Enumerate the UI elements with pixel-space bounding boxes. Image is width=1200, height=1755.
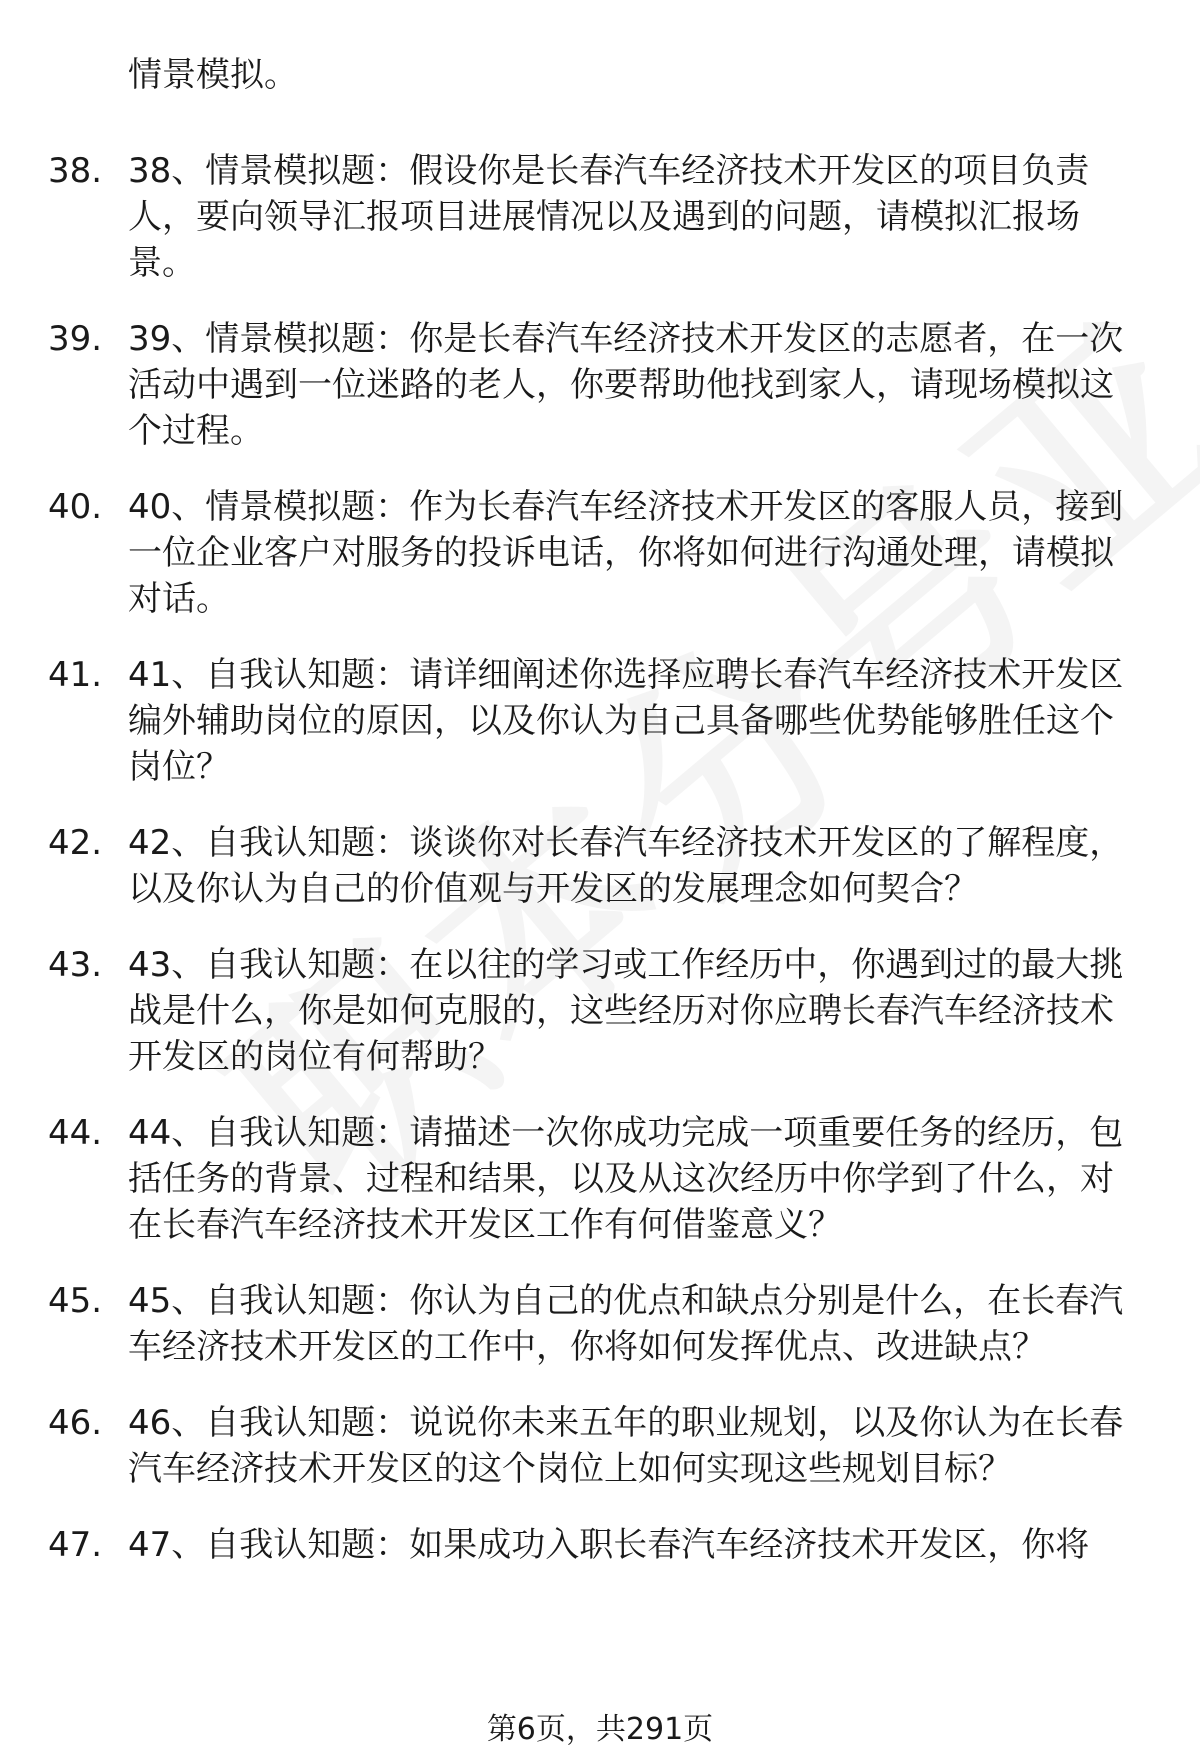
list-item-number: 40. [48, 487, 103, 527]
list-item-number: 42. [48, 823, 103, 863]
list-item-number: 38. [48, 151, 103, 191]
list-item-number: 41. [48, 655, 103, 695]
page-footer: 第6页，共291页 [486, 1712, 714, 1747]
list-item [48, 148, 1138, 286]
list-item [48, 1522, 1138, 1568]
list-item-text [128, 1278, 1138, 1370]
list-item-number: 44. [48, 1113, 103, 1153]
list-item-number: 45. [48, 1281, 103, 1321]
list-item [48, 1400, 1138, 1492]
list-item-number: 47. [48, 1525, 103, 1565]
list-item [48, 652, 1138, 790]
list-item-text [128, 652, 1138, 790]
question-text: 42、自我认知题：谈谈你对长春汽车经济技术开发区的了解程度，以及你认为自己的价值观与开发区的发展理念如何契合？ [128, 823, 1124, 909]
list-item-text [128, 148, 1138, 286]
list-item [48, 942, 1138, 1080]
question-text: 43、自我认知题：在以往的学习或工作经历中，你遇到过的最大挑战是什么，你是如何克服的，这些经历对你应聘长春汽车经济技术开发区的岗位有何帮助？ [128, 945, 1124, 1077]
list-item-number: 39. [48, 319, 103, 359]
list-item-text [128, 484, 1138, 622]
question-text: 44、自我认知题：请描述一次你成功完成一项重要任务的经历，包括任务的背景、过程和结果，以及从这次经历中你学到了什么，对在长春汽车经济技术开发区工作有何借鉴意义？ [128, 1113, 1124, 1245]
list-item-number: 46. [48, 1403, 103, 1443]
question-list [48, 148, 1138, 1598]
list-item-text [128, 1110, 1138, 1248]
list-item-text [128, 316, 1138, 454]
list-item-number: 43. [48, 945, 103, 985]
question-text: 47、自我认知题：如果成功入职长春汽车经济技术开发区，你将 [128, 1525, 1090, 1565]
previous-question-continuation: 情景模拟。 [128, 55, 298, 95]
question-text: 39、情景模拟题：你是长春汽车经济技术开发区的志愿者，在一次活动中遇到一位迷路的老人，你要帮助他找到家人，请现场模拟这个过程。 [128, 319, 1124, 451]
list-item [48, 484, 1138, 622]
list-item [48, 820, 1138, 912]
list-item [48, 1278, 1138, 1370]
list-item-text [128, 942, 1138, 1080]
question-text: 38、情景模拟题：假设你是长春汽车经济技术开发区的项目负责人，要向领导汇报项目进展情况以及遇到的问题，请模拟汇报场景。 [128, 151, 1090, 283]
list-item-text [128, 1522, 1138, 1568]
question-text: 40、情景模拟题：作为长春汽车经济技术开发区的客服人员，接到一位企业客户对服务的投诉电话，你将如何进行沟通处理，请模拟对话。 [128, 487, 1124, 619]
question-text: 45、自我认知题：你认为自己的优点和缺点分别是什么，在长春汽车经济技术开发区的工作中，你将如何发挥优点、改进缺点？ [128, 1281, 1124, 1367]
list-item-text [128, 820, 1138, 912]
list-item-text [128, 1400, 1138, 1492]
list-item [48, 1110, 1138, 1248]
list-item [48, 316, 1138, 454]
question-text: 41、自我认知题：请详细阐述你选择应聘长春汽车经济技术开发区编外辅助岗位的原因，以及你认为自己具备哪些优势能够胜任这个岗位？ [128, 655, 1124, 787]
question-text: 46、自我认知题：说说你未来五年的职业规划，以及你认为在长春汽车经济技术开发区的这个岗位上如何实现这些规划目标？ [128, 1403, 1124, 1489]
